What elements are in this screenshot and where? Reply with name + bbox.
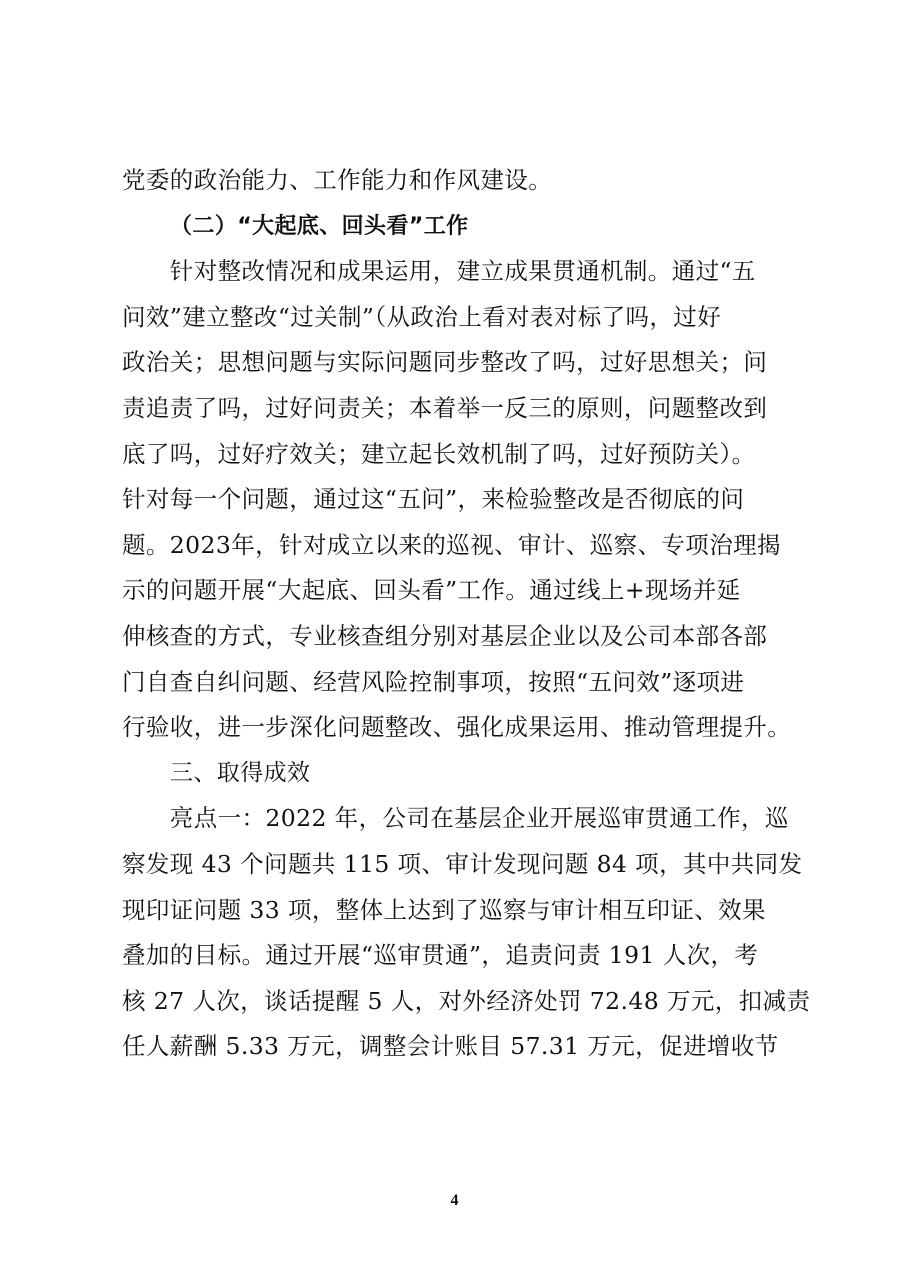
paragraph-line: 门自查自纠问题、经营风险控制事项，按照“五问效”逐项进 [122, 667, 745, 696]
paragraph-line: 伸核查的方式，专业核查组分别对基层企业以及公司本部各部 [122, 621, 768, 650]
paragraph-line: 题。2023年，针对成立以来的巡视、审计、巡察、专项治理揭 [122, 530, 781, 559]
page-number: 4 [450, 1192, 459, 1209]
paragraph-line: 针对每一个问题，通过这“五问”，来检验整改是否彻底的问 [122, 485, 745, 514]
section-heading: 三、取得成效 [170, 759, 311, 786]
paragraph-line: 党委的政治能力、工作能力和作风建设。 [122, 166, 553, 194]
paragraph-line: 亮点一：2022 年，公司在基层企业开展巡审贯通工作，巡 [122, 804, 789, 833]
paragraph-line: 察发现 43 个问题共 115 项、审计发现问题 84 项，其中共同发 [122, 849, 803, 878]
paragraph-line: 问效”建立整改“过关制”（从政治上看对表对标了吗，过好 [122, 302, 722, 331]
paragraph-line: 现印证问题 33 项，整体上达到了巡察与审计相互印证、效果 [122, 895, 766, 924]
paragraph-line: 政治关；思想问题与实际问题同步整改了吗，过好思想关；问 [122, 348, 768, 377]
paragraph-line: 针对整改情况和成果运用，建立成果贯通机制。通过“五 [122, 257, 756, 286]
paragraph-line: 叠加的目标。通过开展“巡审贯通”，追责问责 191 人次，考 [122, 941, 759, 970]
section-subheading: （二）“大起底、回头看”工作 [170, 213, 469, 239]
paragraph-line: 任人薪酬 5.33 万元，调整会计账目 57.31 万元，促进增收节 [122, 1032, 779, 1061]
document-body [122, 158, 811, 1070]
paragraph-line: 核 27 人次，谈话提醒 5 人，对外经济处罚 72.48 万元，扣减责 [122, 986, 811, 1015]
paragraph-line: 行验收，进一步深化问题整改、强化成果运用、推动管理提升。 [122, 713, 792, 742]
paragraph-line: 示的问题开展“大起底、回头看”工作。通过线上+现场并延 [122, 576, 741, 605]
paragraph-line: 底了吗，过好疗效关；建立起长效机制了吗，过好预防关）。 [122, 439, 756, 468]
paragraph-line: 责追责了吗，过好问责关；本着举一反三的原则，问题整改到 [122, 393, 768, 422]
